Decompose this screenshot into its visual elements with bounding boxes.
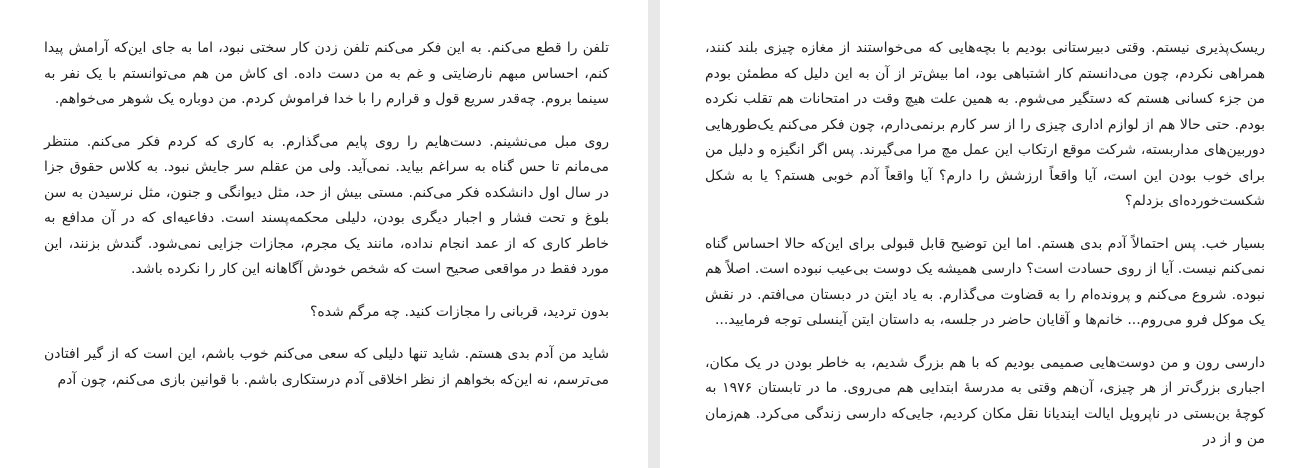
paragraph: ریسک‌پذیری نیستم. وقتی دبیرستانی بودیم با بچه‌هایی که می‌خواستند از مغازه چیزی بلند کنند، همراهی نکردم، چون می‌دانستم کار اشتباهی بود، اما بیش‌تر از آن به این دلیل که مطمئن بودم من جزء کسانی هستم که دستگیر می‌شوم. به همین علت هیچ وقت در امتحانات هم تقلب نکرده بودم. حتی حالا هم از لوازم اداری چیزی را از سر کارم برنمی‌دارم، چون فکر می‌کنم یک‌طورهایی دوربین‌های مداربسته، شرکت موقع ارتکاب این عمل مچ مرا می‌گیرند. پس اگر انگیزه و دلیل من برای خوب بودن این است، آیا واقعاً ارزشش را دارم؟ آیا واقعاً آدم خوبی هستم؟ یا به شکل شکست‌خورده‌ای بزدلم؟ [705,40,1265,209]
book-page-left [0,0,648,468]
paragraph: دارسی رون و من دوست‌هایی صمیمی بودیم که با هم بزرگ شدیم، به خاطر بودن در یک مکان، اجباری بزرگ‌تر از هر چیزی، آن‌هم وقتی به مدرسه‌ٔ ابتدایی هم می‌روی. ما در تابستان ۱۹۷۶ به کوچه‌ٔ بن‌بستی در ناپرویل ایالت ایندیانا نقل مکان کردیم، جایی‌که دارسی زندگی می‌کرد. هم‌زمان من و از در [705,354,1265,447]
page-text-right [705,36,1265,468]
page-text-left [44,36,609,410]
paragraph: تلفن را قطع می‌کنم. به این فکر می‌کنم تلفن زدن کار سختی نبود، اما به جای این‌که آرامش پیدا کنم، احساس مبهم نارضایتی و غم به من دست داده. ای کاش من هم می‌توانستم با یک نفر به سینما بروم. چه‌قدر سریع قول و قرارم را با خدا فراموش کردم. من دوباره یک شوهر می‌خواهم. [44,40,609,107]
paragraph: بسیار خب. پس احتمالاً آدم بدی هستم. اما این توضیح قابل قبولی برای این‌که حالا احساس گناه نمی‌کنم نیست. آیا از روی حسادت است؟ دارسی همیشه یک دوست بی‌عیب نبوده است. اصلاً هم نبوده. شروع می‌کنم و پرونده‌ام را به قضاوت می‌گذارم. به یاد ایتن در دبستان می‌افتم. در نقش یک موکل فرو می‌روم... خانم‌ها و آقایان حاضر در جلسه، به داستان ایتن آینسلی توجه فرمایید... [705,235,1265,328]
paragraph: بدون تردید، قربانی را مجازات کنید. چه مرگم شده؟ [309,303,609,320]
paragraph: روی مبل می‌نشینم. دست‌هایم را روی پایم می‌گذارم. به کاری که کردم فکر می‌کنم. منتظر می‌مانم تا حس گناه به سراغم بیاید. نمی‌آید. ولی من عقلم سر جایش نبود. به کلاس حقوق جزا در سال اول دانشکده فکر می‌کنم. مستی بیش از حد، مثل دیوانگی و جنون، مثل نرسیدن به سن بلوغ و تحت فشار و اجبار دیگری بودن، دلیلی محکمه‌پسند است. دفاعیه‌ای که در آن مدافع به خاطر کاری که از عمد انجام نداده، مانند یک مجرم، مجازات جزایی نمی‌شود. گندش بزنند، این مورد فقط در مواقعی صحیح است که شخص خودش آگاهانه این کار را نکرده باشد. [44,133,609,277]
book-page-right [660,0,1305,468]
page-gutter [648,0,660,468]
paragraph: شاید من آدم بدی هستم. شاید تنها دلیلی که سعی می‌کنم خوب باشم، این است که از گیر افتادن می‌ترسم، نه این‌که بخواهم از نظر اخلاقی آدم درستکاری باشم. با قوانین بازی می‌کنم، چون آدم [44,346,609,388]
